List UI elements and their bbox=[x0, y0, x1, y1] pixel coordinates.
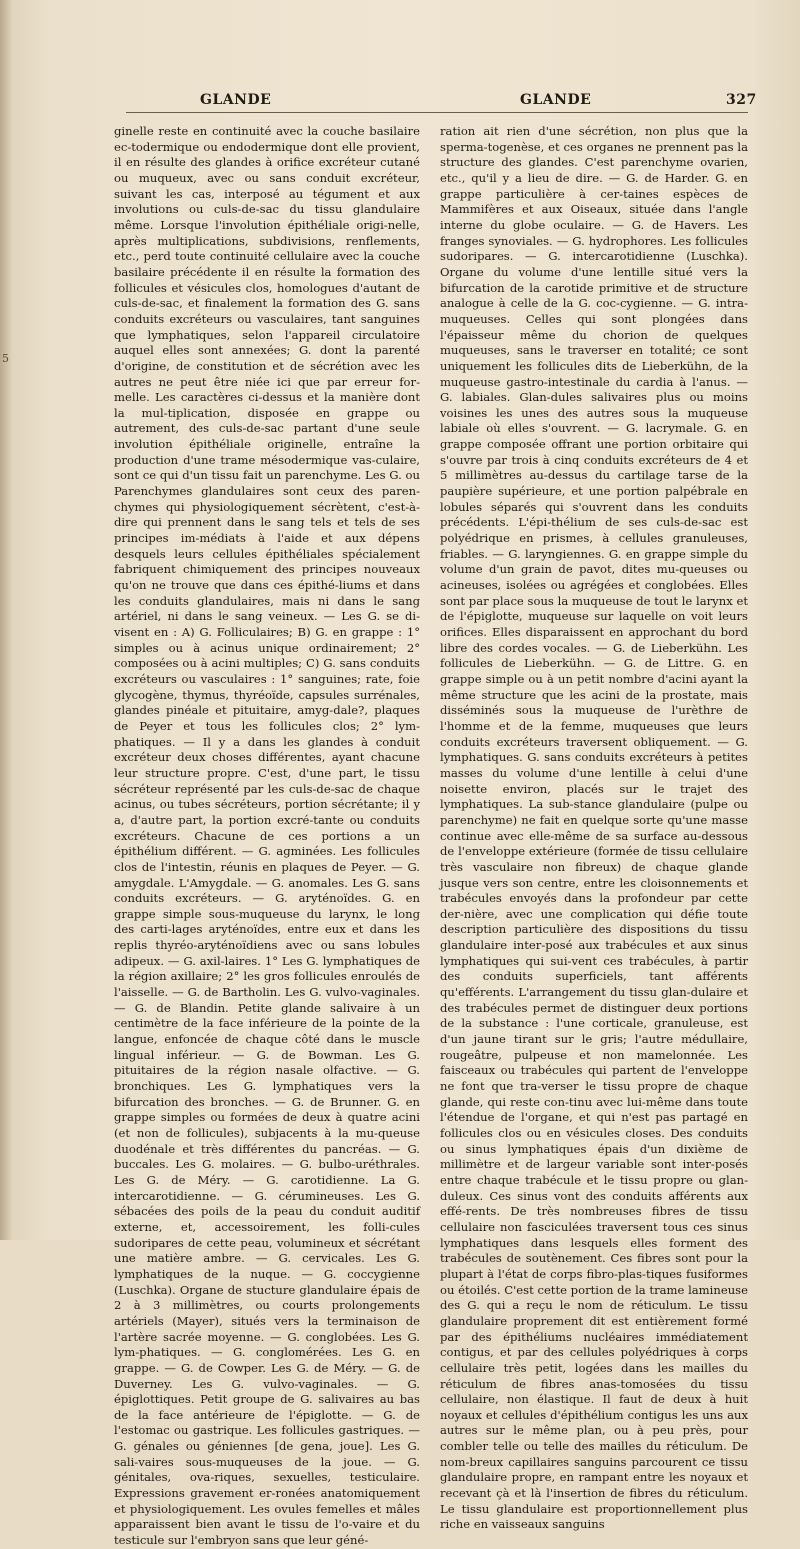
right-column-text: ration ait rien d'une sécrétion, non plus que la sperma-togenèse, et ces organes ne prennent pas la structure des glandes. C'est parenchyme ovarien, etc., qu'il y a lieu de dire. — G. de Harder. G. en grappe particulière à cer-taines espèces de Mammifères et aux Oiseaux, située dans l'angle interne du globe oculaire. — G. de Havers. Les franges synoviales. — G. hydrophores. Les follicules sudoripares. — G. intercarotidienne (Luschka). Organe du volume d'une lentille situé vers la bifurcation de la carotide primitive et de structure analogue à celle de la G. coc-cygienne. — G. intra-muqueuses. Celles qui sont plongées dans l'épaisseur même du chorion de quelques muqueuses, sans le traverser en totalité; ce sont uniquement les follicules dits de Lieberkühn, de la muqueuse gastro-intestinale du cardia à l'anus. — G. labiales. Glan-dules salivaires plus ou moins voisines les unes des autres sous la muqueuse labiale où elles s'ouvrent. — G. lacrymale. G. en grappe composée offrant une portion orbitaire qui s'ouvre par trois à cinq conduits excréteurs de 4 et 5 millimètres au-dessus du cartilage tarse de la paupière supérieure, et une portion palpébrale en lobules séparés qui s'ouvrent dans les conduits précédents. L'épi-thélium de ses culs-de-sac est polyédrique en prismes, à cellules granuleuses, friables. — G. laryngiennes. G. en grappe simple du volume d'un grain de pavot, dites mu-queuses ou acineuses, isolées ou agrégées et conglobées. Elles sont par place sous la muqueuse de tout le larynx et de l'épiglotte, muqueuse sur laquelle on voit leurs orifices. Elles disparaissent en approchant du bord libre des cordes vocales. — G. de Lieberkühn. Les follicules de Lieberkühn. — G. de Littre. G. en grappe simple ou à un petit nombre d'acini ayant la même structure que les acini de la prostate, mais disséminés sous la muqueuse de l'urèthre de l'homme et de la femme, muqueuses que leurs conduits excréteurs traversent obliquement. — G. lymphatiques. G. sans conduits excréteurs à petites masses du volume d'une lentille à celui d'une noisette environ, placés sur le trajet des lymphatiques. La sub-stance glandulaire (pulpe ou parenchyme) ne fait en quelque sorte qu'une masse continue avec elle-même de sa surface au-dessous de l'enveloppe extérieure (formée de tissu cellulaire très vasculaire non fibreux) de chaque glande jusque vers son centre, entre les cloisonnements et trabécules envoyés dans la profondeur par cette der-nière, avec une complication qui défie toute description particulière des dispositions du tissu glandulaire inter-posé aux trabécules et aux sinus lymphatiques qui sui-vent ces trabécules, à partir des conduits superficiels, tant afférents qu'efférents. L'arrangement du tissu glan-dulaire et des trabécules permet de distinguer deux portions de la substance : l'une corticale, granuleuse, est d'un jaune tirant sur le gris; l'autre médullaire, rougeâtre, pulpeuse et non mamelonnée. Les faisceaux ou trabécules qui partent de l'enveloppe ne font que tra-verser le tissu propre de chaque glande, qui reste con-tinu avec lui-même dans toute l'étendue de l'organe, et qui n'est pas partagé en follicules clos ou en vésicules closes. Des conduits ou sinus lymphatiques épais d'un dixième de millimètre et de largeur variable sont inter-posés entre chaque trabécule et le tissu propre ou glan-duleux. Ces sinus vont des conduits afférents aux effé-rents. De très nombreuses fibres de tissu cellulaire non fasciculées traversent tous ces sinus lymphatiques dans lesquels elles forment des trabécules de soutènement. Ces fibres sont pour la plupart à l'état de corps fibro-plas-tiques fusiformes ou étoilés. C'est cette portion de la trame lamineuse des G. qui a reçu le nom de réticulum. Le tissu glandulaire proprement dit est entièrement formé par des épithéliums nucléaires immédiatement contigus, et par des cellules polyédriques à corps cellulaire très petit, logées dans les mailles du réticulum de fibres anas-tomosées du tissu cellulaire, non élastique. Il faut de deux à huit noyaux et cellules d'épithélium contigus les uns aux autres sur le même plan, ou à peu près, pour combler telle ou telle des mailles du réticulum. De nom-breux capillaires sanguins parcourent ce tissu glandulaire propre, en rampant entre les noyaux et recevant çà et là l'insertion de fibres du réticulum. Le tissu glandulaire est proportionnellement plus riche en vaisseaux sanguins bbox=[440, 124, 748, 1532]
header-right-word: GLANDE bbox=[520, 92, 592, 108]
running-header bbox=[0, 92, 800, 112]
header-rule bbox=[126, 112, 748, 113]
margin-mark: 5 bbox=[2, 352, 9, 365]
page-gutter bbox=[0, 0, 12, 1240]
left-column bbox=[114, 124, 420, 1549]
header-left-word: GLANDE bbox=[200, 92, 272, 108]
right-column bbox=[440, 124, 748, 1533]
left-column-text: ginelle reste en continuité avec la couche basilaire ec-todermique ou endodermique dont elle provient, il en résulte des glandes à orifice excréteur cutané ou muqueux, avec ou sans conduit excréteur, suivant les cas, interposé au tégument et aux involutions ou culs-de-sac du tissu glandulaire même. Lorsque l'involution épithéliale origi-nelle, après multiplications, subdivisions, renflements, etc., perd toute continuité cellulaire avec la couche basilaire précédente il en résulte la formation des follicules et vésicules clos, homologues d'autant de culs-de-sac, et finalement la formation des G. sans conduits excréteurs ou vasculaires, tant sanguines que lymphatiques, selon l'appareil circulatoire auquel elles sont annexées; G. dont la parenté d'origine, de constitution et de sécrétion avec les autres ne peut être niée ici que par erreur for-melle. Les caractères ci-dessus et la manière dont la mul-tiplication, disposée en grappe ou autrement, des culs-de-sac partant d'une seule involution épithéliale originelle, entraîne la production d'une trame mésodermique vas-culaire, sont ce qui d'un tissu fait un parenchyme. Les G. ou Parenchymes glandulaires sont ceux des paren-chymes qui physiologiquement sécrètent, c'est-à-dire qui prennent dans le sang tels et tels de ses principes im-médiats à l'aide et aux dépens desquels leurs cellules épithéliales spécialement fabriquent chimiquement des principes nouveaux qu'on ne trouve que dans ces épithé-liums et dans les conduits glandulaires, mais ni dans le sang artériel, ni dans le sang veineux. — Les G. se di-visent en : A) G. Folliculaires; B) G. en grappe : 1° simples ou à acinus unique ordinairement; 2° composées ou à acini multiples; C) G. sans conduits excréteurs ou vasculaires : 1° sanguines; rate, foie glycogène, thymus, thyréoïde, capsules surrénales, glandes pinéale et pituitaire, amyg-dale?, plaques de Peyer et tous les follicules clos; 2° lym-phatiques. — Il y a dans les glandes à conduit excréteur deux choses différentes, ayant chacune leur structure propre. C'est, d'une part, le tissu sécréteur représenté par les culs-de-sac de chaque acinus, ou tubes sécréteurs, portion sécrétante; il y a, d'autre part, la portion excré-tante ou conduits excréteurs. Chacune de ces portions a un épithélium différent. — G. agminées. Les follicules clos de l'intestin, réunis en plaques de Peyer. — G. amygdale. L'Amygdale. — G. anomales. Les G. sans conduits excréteurs. — G. aryténoïdes. G. en grappe simple sous-muqueuse du larynx, le long des carti-lages aryténoïdes, entre eux et dans les replis thyréo-aryténoïdiens avec ou sans lobules adipeux. — G. axil-laires. 1° Les G. lymphatiques de la région axillaire; 2° les gros follicules enroulés de l'aisselle. — G. de Bartholin. Les G. vulvo-vaginales. — G. de Blandin. Petite glande salivaire à un centimètre de la face inférieure de la pointe de la langue, enfoncée de chaque côté dans le muscle lingual inférieur. — G. de Bowman. Les G. pituitaires de la région nasale olfactive. — G. bronchiques. Les G. lymphatiques vers la bifurcation des bronches. — G. de Brunner. G. en grappe simples ou formées de deux à quatre acini (et non de follicules), subjacents à la mu-queuse duodénale et très différentes du pancréas. — G. buccales. Les G. molaires. — G. bulbo-uréthrales. Les G. de Méry. — G. carotidienne. La G. intercarotidienne. — G. cérumineuses. Les G. sébacées des poils de la peau du conduit auditif externe, et, accessoirement, les folli-cules sudoripares de cette peau, volumineux et sécrétant une matière ambre. — G. cervicales. Les G. lymphatiques de la nuque. — G. coccygienne (Luschka). Organe de stucture glandulaire épais de 2 à 3 millimètres, ou courts prolongements artériels (Mayer), situés vers la terminaison de l'artère sacrée moyenne. — G. conglobées. Les G. lym-phatiques. — G. conglomérées. Les G. en grappe. — G. de Cowper. Les G. de Méry. — G. de Duverney. Les G. vulvo-vaginales. — G. épiglottiques. Petit groupe de G. salivaires au bas de la face antérieure de l'épiglotte. — G. de l'estomac ou gastrique. Les follicules gastriques. — G. génales ou géniennes [de gena, joue]. Les G. sali-vaires sous-muqueuses de la joue. — G. génitales, ova-riques, sexuelles, testiculaire. Expressions gravement er-ronées anatomiquement et physiologiquement. Les ovules femelles et mâles apparaissent bien avant le tissu de l'o-vaire et du testicule sur l'embryon sans que leur géné- bbox=[114, 124, 420, 1548]
page-number: 327 bbox=[726, 92, 757, 108]
